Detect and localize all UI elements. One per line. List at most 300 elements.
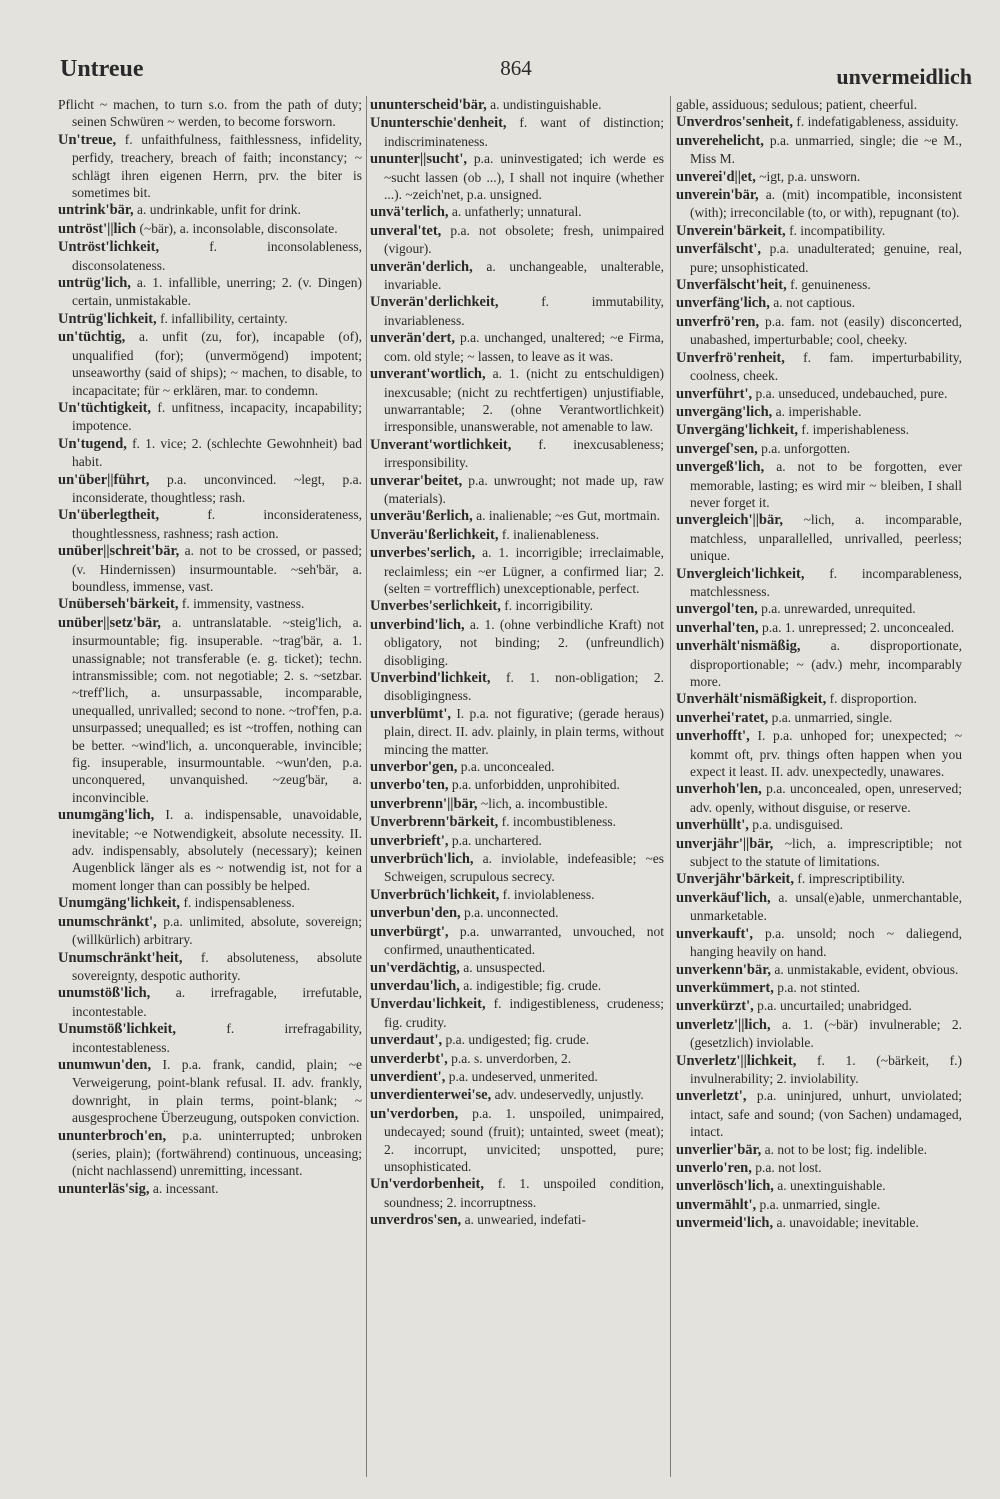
- dictionary-entry: [370, 526, 664, 544]
- entry-definition: p.a. undisguised.: [752, 817, 844, 833]
- entry-definition: a. unavoidable; inevitable.: [776, 1215, 919, 1231]
- entry-headword: unverletzt',: [676, 1088, 747, 1105]
- dictionary-entry: [370, 995, 664, 1031]
- entry-headword: Unverbrüch'lichkeit,: [370, 886, 500, 903]
- entry-headword: unverhal'ten,: [676, 619, 759, 636]
- entry-definition: p.a. not obsolete; fresh, unimpaired (vigour).: [384, 222, 664, 257]
- entry-headword: unverführt',: [676, 385, 753, 402]
- entry-definition: p.a. unwarranted, unvouched, not confirmed, unauthenticated.: [384, 923, 664, 958]
- entry-definition: p.a. unchanged, unaltered; ~e Firma, com. old style; ~ lassen, to leave as it was.: [384, 330, 664, 364]
- entry-headword: unverhält'nismäßig,: [676, 638, 801, 655]
- dictionary-entry: [370, 507, 664, 525]
- dictionary-entry: [58, 399, 362, 435]
- entry-definition: a. incessant.: [152, 1180, 219, 1196]
- entry-definition: adv. undeservedly, unjustly.: [494, 1087, 644, 1103]
- entry-headword: unveräu'ßerlich,: [370, 508, 473, 525]
- entry-definition: p.a. uninterrupted; unbroken (series, plain); (fortwährend) continuous, unceasing; (nicht nachlassend) unremitting, incessant.: [72, 1127, 362, 1179]
- dictionary-entry: [370, 293, 664, 329]
- entry-headword: unverlösch'lich,: [676, 1178, 774, 1195]
- dictionary-entry: [676, 780, 962, 816]
- entry-definition: f. inalienableness.: [501, 526, 599, 542]
- dictionary-entry: [676, 690, 962, 708]
- dictionary-entry: [58, 949, 362, 985]
- dictionary-entry: [370, 150, 664, 203]
- dictionary-entry: [676, 132, 962, 168]
- dictionary-entry: [676, 1196, 962, 1214]
- dictionary-entry: [58, 220, 362, 238]
- entry-headword: unverlo'ren,: [676, 1159, 752, 1176]
- entry-definition: f. incompatibility.: [789, 222, 886, 238]
- entry-headword: unverbun'den,: [370, 905, 461, 922]
- entry-definition: f. inconsiderateness, thoughtlessness, rashness; rash action.: [72, 507, 362, 541]
- entry-definition: p.a. unadulterated; genuine, real, pure; unsophisticated.: [690, 241, 962, 275]
- dictionary-entry: [676, 421, 962, 439]
- entry-definition: f. fam. imperturbability, coolness, cheek.: [690, 349, 962, 384]
- entry-definition: p.a. s. unverdorben, 2.: [451, 1050, 572, 1066]
- entry-headword: unveral'tet,: [370, 222, 442, 239]
- column-1: [58, 96, 362, 1479]
- dictionary-entry: [676, 440, 962, 458]
- entry-headword: unverkürzt',: [676, 998, 754, 1015]
- entry-headword: unverblümt',: [370, 705, 451, 722]
- entry-headword: unverbrüch'lich,: [370, 851, 474, 868]
- entry-headword: unvergol'ten,: [676, 601, 758, 618]
- entry-definition: p.a. not stinted.: [777, 979, 861, 995]
- dictionary-entry: [370, 96, 664, 114]
- dictionary-entry: [370, 616, 664, 669]
- entry-definition: a. not captious.: [773, 295, 855, 311]
- dictionary-entry: [58, 984, 362, 1020]
- entry-headword: unumgäng'lich,: [58, 807, 155, 824]
- entry-definition: a. undrinkable, unfit for drink.: [137, 202, 301, 218]
- dictionary-entry: [676, 1052, 962, 1088]
- dictionary-entry: [370, 1050, 664, 1068]
- column-2: [370, 96, 664, 1479]
- entry-headword: unverän'dert,: [370, 330, 455, 347]
- entry-definition: p.a. unchartered.: [451, 832, 542, 848]
- entry-headword: ununterbroch'en,: [58, 1127, 167, 1144]
- dictionary-entry: [676, 349, 962, 385]
- dictionary-entry: [370, 904, 664, 922]
- dictionary-entry: [676, 816, 962, 834]
- dictionary-entry: [676, 961, 962, 979]
- entry-headword: unumschränkt',: [58, 913, 157, 930]
- dictionary-entry: [370, 923, 664, 959]
- dictionary-entry: [370, 544, 664, 597]
- entry-headword: untröst'||lich: [58, 220, 137, 237]
- entry-headword: Unverbrenn'bärkeit,: [370, 814, 499, 831]
- entry-headword: un'verdorben,: [370, 1105, 459, 1122]
- dictionary-entry: [676, 727, 962, 780]
- entry-headword: Unverant'wortlichkeit,: [370, 436, 512, 453]
- dictionary-entry: [370, 1068, 664, 1086]
- dictionary-entry: [58, 1056, 362, 1127]
- entry-headword: Unumschränkt'heit,: [58, 949, 183, 966]
- dictionary-entry: [58, 595, 362, 613]
- entry-definition: p.a. unconcealed.: [460, 759, 555, 775]
- entry-definition: a. disproportionate, disproportionable; ~ (adv.) mehr, incomparably more.: [690, 638, 962, 689]
- entry-headword: unvä'terlich,: [370, 204, 449, 221]
- entry-headword: unvergeſ'sen,: [676, 440, 758, 457]
- entry-definition: p.a. unsold; noch ~ daliegend, hanging heavily on hand.: [690, 925, 962, 960]
- dictionary-entry: [370, 203, 664, 221]
- entry-headword: unumwun'den,: [58, 1056, 152, 1073]
- column-3: [676, 96, 962, 1479]
- entry-definition: f. imperishableness.: [801, 422, 910, 438]
- entry-definition: a. inviolable, indefeasible; ~es Schweigen, scrupulous secrecy.: [384, 851, 664, 885]
- dictionary-entry: [676, 600, 962, 618]
- entry-headword: unverant'wortlich,: [370, 366, 486, 383]
- dictionary-entry: [676, 1159, 962, 1177]
- dictionary-entry: [58, 435, 362, 471]
- running-header: [60, 48, 972, 88]
- dictionary-entry: [58, 1180, 362, 1198]
- dictionary-entry: [676, 403, 962, 421]
- entry-definition: f. immutability, invariableness.: [384, 294, 664, 328]
- dictionary-entry: [58, 131, 362, 202]
- entry-headword: Unumgäng'lichkeit,: [58, 895, 181, 912]
- entry-headword: Unverletz'||lichkeit,: [676, 1052, 797, 1069]
- dictionary-entry: [676, 979, 962, 997]
- entry-definition: f. genuineness.: [790, 277, 871, 293]
- dictionary-entry: [370, 1031, 664, 1049]
- entry-definition: f. incorrigibility.: [504, 598, 593, 614]
- entry-headword: unüber||schreit'bär,: [58, 543, 180, 560]
- entry-headword: unverderbt',: [370, 1050, 448, 1067]
- entry-headword: Unveräu'ßerlichkeit,: [370, 526, 499, 543]
- entry-headword: unverei'd||et,: [676, 168, 756, 185]
- entry-headword: unverkümmert,: [676, 979, 774, 996]
- entry-definition: I. p.a. unhoped for; unexpected; ~ kommt oft, prv. things often happen when you expect it least. II. adv. unexpectedly, unawares.: [690, 728, 962, 780]
- entry-headword: ununter||sucht',: [370, 151, 468, 168]
- entry-headword: Un'tüchtigkeit,: [58, 399, 152, 416]
- entry-definition: a. unextinguishable.: [777, 1178, 886, 1194]
- dictionary-entry: [676, 1141, 962, 1159]
- entry-headword: Untrüg'lichkeit,: [58, 310, 157, 327]
- entry-headword: ununterläs'sig,: [58, 1180, 150, 1197]
- entry-headword: unvermeid'lich,: [676, 1215, 774, 1232]
- entry-definition: f. want of distinction; indiscriminateness.: [384, 115, 664, 149]
- dictionary-entry: [58, 274, 362, 310]
- entry-headword: unvermählt',: [676, 1196, 757, 1213]
- dictionary-entry: [676, 889, 962, 925]
- entry-definition: p.a. unconvinced. ~legt, p.a. inconsiderate, thoughtless; rash.: [72, 471, 362, 505]
- entry-headword: Unverfälscht'heit,: [676, 277, 787, 294]
- entry-headword: unverkauft',: [676, 925, 753, 942]
- entry-headword: unverbind'lich,: [370, 616, 465, 633]
- entry-definition: f. inexcusableness; irresponsibility.: [384, 436, 664, 471]
- dictionary-entry: [370, 959, 664, 977]
- entry-definition: p.a. uninvestigated; ich werde es ~sucht lassen (ob ...), I shall not inquire (whether ...). ~zeich'net, p.a. unsigned.: [384, 151, 664, 203]
- dictionary-entry: [370, 776, 664, 794]
- entry-definition: p.a. unforgotten.: [761, 440, 851, 456]
- dictionary-entry: [370, 669, 664, 705]
- header-left-catchword: Untreue: [60, 56, 144, 82]
- entry-definition: p.a. unrewarded, unrequited.: [761, 601, 916, 617]
- dictionary-entry: [676, 997, 962, 1015]
- dictionary-entry: [676, 458, 962, 511]
- entry-definition: I. p.a. not figurative; (gerade heraus) plain, direct. II. adv. plainly, in plain terms, without mincing the matter.: [384, 705, 664, 757]
- entry-headword: Unverdros'senheit,: [676, 114, 793, 131]
- entry-headword: Ununterschie'denheit,: [370, 115, 507, 132]
- entry-definition: ~lich, a. incomparable, matchless, unparallelled, unrivalled, peerless; unique.: [690, 512, 962, 564]
- dictionary-entry: [676, 565, 962, 601]
- entry-headword: unverlier'bär,: [676, 1141, 762, 1158]
- entry-definition: p.a. 1. unspoiled, unimpaired, undecayed; sound (fruit); untainted, sweet (meat); 2. incorrupt, unvicited; unspotted, pure; unsophisticated.: [384, 1105, 664, 1174]
- entry-definition: f. unfaithfulness, faithlessness, infidelity, perfidy, treachery, breach of faith; inconstancy; ~ schlägt ihren eigenen Herrn, prv. the biter is sometimes bit.: [72, 131, 362, 201]
- column-rule-2: [670, 96, 671, 1477]
- dictionary-entry: [370, 436, 664, 472]
- entry-headword: unverbrieft',: [370, 832, 449, 849]
- entry-definition: f. 1. (~bärkeit, f.) invulnerability; 2. inviolability.: [690, 1052, 962, 1086]
- entry-headword: Un'treue,: [58, 131, 117, 148]
- entry-definition: f. 1. unspoiled condition, soundness; 2. incorruptness.: [384, 1176, 664, 1210]
- header-right-catchword: unvermeidlich: [836, 64, 972, 89]
- entry-definition: a. undistinguishable.: [490, 97, 602, 112]
- entry-headword: unverfäng'lich,: [676, 295, 770, 312]
- dictionary-entry: [370, 597, 664, 615]
- dictionary-entry: [370, 1211, 664, 1229]
- entry-headword: unverfälscht',: [676, 241, 761, 258]
- dictionary-entry: [370, 977, 664, 995]
- dictionary-entry: [370, 258, 664, 294]
- dictionary-entry: [676, 1177, 962, 1195]
- entry-definition: p.a. undeserved, unmerited.: [448, 1068, 598, 1084]
- entry-definition: f. 1. non-obligation; 2. disobligingness.: [384, 670, 664, 704]
- dictionary-entry: [676, 313, 962, 349]
- entry-headword: Unverän'derlichkeit,: [370, 294, 499, 311]
- entry-definition: f. disproportion.: [829, 691, 917, 707]
- dictionary-entry: [58, 894, 362, 912]
- dictionary-entry: [58, 913, 362, 949]
- entry-definition: p.a. unforbidden, unprohibited.: [451, 777, 620, 793]
- entry-headword: Untröst'lichkeit,: [58, 239, 160, 256]
- entry-headword: Unumstöß'lichkeit,: [58, 1021, 177, 1038]
- dictionary-entry: [58, 328, 362, 399]
- entry-headword: unüber||setz'bär,: [58, 614, 161, 631]
- dictionary-entry: [370, 365, 664, 436]
- entry-definition: a. unfit (zu, for), incapable (of), unqualified (for); (unvermögend) impotent; unseaworthy (said of ships); ~ machen, to disable, to incapacitate; für ~ erklären, mar. to condemn.: [72, 329, 362, 398]
- dictionary-entry: [58, 201, 362, 219]
- entry-headword: Un'verdorbenheit,: [370, 1176, 484, 1193]
- entry-headword: unverdaut',: [370, 1032, 443, 1049]
- dictionary-entry: [676, 709, 962, 727]
- entry-definition: a. unfatherly; unnatural.: [451, 204, 582, 220]
- dictionary-entry: [370, 329, 664, 365]
- entry-definition: f. incombustibleness.: [501, 814, 616, 830]
- dictionary-entry: [676, 294, 962, 312]
- dictionary-entry: [676, 385, 962, 403]
- entry-definition: p.a. fam. not (easily) disconcerted, unabashed, imperturbable; cool, cheeky.: [690, 313, 962, 348]
- entry-definition: p.a. unmarried, single.: [759, 1196, 881, 1212]
- entry-definition: a. not to be crossed, or passed; (v. Hindernissen) insurmountable. ~seh'bär, a. boundless, immense, vast.: [72, 543, 362, 594]
- entry-definition: a. unwearied, indefati-: [464, 1212, 587, 1228]
- entry-definition: a. (mit) incompatible, inconsistent (with); irreconcilable (to, or with), repugnant (to).: [690, 187, 962, 221]
- dictionary-entry: [676, 619, 962, 637]
- dictionary-entry: [676, 511, 962, 564]
- dictionary-entry: [676, 96, 962, 113]
- entry-definition: f. inviolableness.: [502, 886, 595, 902]
- dictionary-entry: [676, 835, 962, 871]
- entry-definition: p.a. uncurtailed; unabridged.: [757, 998, 912, 1014]
- entry-definition: (~bär), a. inconsolable, disconsolate.: [139, 220, 338, 236]
- entry-definition: p.a. unlimited, absolute, sovereign; (willkürlich) arbitrary.: [72, 913, 362, 948]
- entry-definition: p.a. unconcealed, open, unreserved; adv. openly, without disguise, or reserve.: [690, 781, 962, 815]
- dictionary-entry: [370, 1175, 664, 1211]
- entry-headword: Unverbes'serlichkeit,: [370, 598, 501, 615]
- entry-headword: Unvergleich'lichkeit,: [676, 565, 805, 582]
- entry-headword: unverhofft',: [676, 728, 750, 745]
- entry-headword: un'über||führt,: [58, 471, 150, 488]
- dictionary-entry: [370, 472, 664, 508]
- entry-definition: f. inconsolableness, disconsolateness.: [72, 239, 362, 273]
- entry-definition: a. irrefragable, irrefutable, incontestable.: [72, 985, 362, 1019]
- entry-headword: unverbo'ten,: [370, 777, 449, 794]
- dictionary-entry: [370, 1105, 664, 1176]
- dictionary-entry: [676, 1214, 962, 1232]
- entry-headword: unverkäuf'lich,: [676, 889, 771, 906]
- entry-definition: a. imperishable.: [775, 403, 862, 419]
- entry-headword: untrink'bär,: [58, 202, 134, 219]
- entry-headword: unverehelicht,: [676, 132, 764, 149]
- entry-definition: p.a. unmarried, single.: [771, 709, 893, 725]
- entry-definition: a. indigestible; fig. crude.: [463, 977, 602, 993]
- entry-headword: Unvergäng'lichkeit,: [676, 422, 799, 439]
- entry-headword: Unverbind'lichkeit,: [370, 670, 491, 686]
- entry-headword: unverletz'||lich,: [676, 1016, 771, 1033]
- entry-headword: unverän'derlich,: [370, 258, 473, 275]
- entry-headword: unumstöß'lich,: [58, 985, 151, 1002]
- entry-definition: a. unchangeable, unalterable, invariable.: [384, 258, 664, 293]
- entry-definition: f. immensity, vastness.: [181, 596, 305, 612]
- dictionary-entry: [676, 1087, 962, 1140]
- entry-headword: unverbes'serlich,: [370, 545, 476, 562]
- entry-definition: I. p.a. frank, candid, plain; ~e Verweigerung, point-blank refusal. II. adv. frankly, downright, in plain terms, point-blank; ~ ausgesprochene Überzeugung, outspoken conviction.: [72, 1056, 362, 1126]
- entry-headword: Unüberseh'bärkeit,: [58, 596, 179, 613]
- entry-headword: Unverfrö'renheit,: [676, 349, 785, 366]
- entry-headword: unverbürgt',: [370, 923, 449, 940]
- entry-headword: Un'tugend,: [58, 435, 127, 452]
- dictionary-entry: [370, 222, 664, 258]
- entry-headword: un'verdächtig,: [370, 959, 460, 976]
- entry-definition: a. 1. (ohne verbindliche Kraft) not obligatory, not binding; 2. (unfreundlich) disobliging.: [384, 616, 664, 668]
- entry-headword: unverhüllt',: [676, 817, 749, 834]
- column-rule-1: [366, 96, 367, 1477]
- dictionary-entry: [58, 310, 362, 328]
- dictionary-entry: [58, 96, 362, 131]
- entry-headword: unverein'bär,: [676, 187, 759, 204]
- entry-headword: unverkenn'bär,: [676, 961, 771, 978]
- entry-definition: f. infallibility, certainty.: [160, 310, 288, 326]
- dictionary-entry: [58, 806, 362, 894]
- entry-headword: unverbrenn'||bär,: [370, 795, 478, 812]
- entry-definition: Pflicht ~ machen, to turn s.o. from the path of duty; seinen Schwüren ~ werden, to become forsworn.: [58, 97, 362, 130]
- entry-definition: p.a. 1. unrepressed; 2. unconcealed.: [761, 619, 955, 635]
- entry-definition: a. unsal(e)able, unmerchantable, unmarketable.: [690, 889, 962, 924]
- entry-headword: unverdau'lich,: [370, 977, 460, 994]
- entry-headword: Unverjähr'bärkeit,: [676, 871, 794, 888]
- entry-definition: a. 1. (nicht zu entschuldigen) inexcusable; (nicht zu rechtfertigen) unjustifiable, unwarrantable; 2. (ohne Verantwortlichkeit) irresponsible, unanswerable, not amenable to law.: [384, 366, 664, 435]
- entry-definition: p.a. uninjured, unhurt, unviolated; intact, safe and sound; (von Sachen) undamaged, intact.: [690, 1088, 962, 1140]
- entry-headword: unverdros'sen,: [370, 1212, 462, 1229]
- dictionary-entry: [370, 795, 664, 813]
- entry-headword: unverfrö'ren,: [676, 313, 760, 330]
- dictionary-entry: [58, 471, 362, 507]
- dictionary-entry: [370, 850, 664, 886]
- dictionary-entry: [58, 542, 362, 595]
- dictionary-entry: [676, 113, 962, 131]
- dictionary-entry: [370, 114, 664, 150]
- entry-definition: a. untranslatable. ~steig'lich, a. insurmountable; fig. insuperable. ~trag'bär, a. 1. unassignable; not transferable (e. g. ticket); techn. intransmissible; com. not negotiable; 2. s. ~setzbar. ~treff'lich, a. unsurpassable, incomparable, unequalled, unrivalled; second to none. ~trof'fen, p.a. unsurpassed; unequalled; es ist ~troffen, nothing can be better. ~wind'lich, a. unconquerable, invincible; fig. insuperable, insurmountable. ~wun'den, p.a. unconquered, unvanquished. ~zeug'bär, a. inconvincible.: [72, 614, 362, 805]
- dictionary-entry: [370, 832, 664, 850]
- entry-definition: I. a. indispensable, unavoidable, inevitable; ~e Notwendigkeit, absolute necessity. II. adv. indispensably, absolutely (necessary); keinen Augenblick länger als es ~ notwendig ist, not for a moment longer than can possibly be helped.: [72, 807, 362, 893]
- dictionary-entry: [58, 1020, 362, 1056]
- entry-definition: f. indefatigableness, assiduity.: [796, 114, 959, 130]
- entry-headword: Unverhält'nismäßigkeit,: [676, 691, 827, 708]
- entry-headword: Un'überlegtheit,: [58, 507, 160, 524]
- entry-definition: ~igt, p.a. unsworn.: [759, 168, 861, 184]
- entry-definition: a. 1. incorrigible; irreclaimable, reclaimless; ein ~er Lügner, a confirmed liar; 2. (selten = vortrefflich) unexceptionable, perfect.: [384, 545, 664, 596]
- entry-definition: a. unsuspected.: [463, 959, 546, 975]
- entry-definition: f. indigestibleness, crudeness; fig. crudity.: [384, 996, 664, 1030]
- entry-headword: unverbor'gen,: [370, 759, 458, 776]
- dictionary-entry: [58, 1127, 362, 1180]
- entry-definition: f. indispensableness.: [183, 895, 295, 911]
- dictionary-entry: [676, 925, 962, 961]
- entry-definition: a. 1. (~bär) invulnerable; 2. (gesetzlich) inviolable.: [690, 1016, 962, 1051]
- dictionary-entry: [676, 637, 962, 690]
- dictionary-entry: [676, 168, 962, 186]
- dictionary-entry: [58, 614, 362, 806]
- dictionary-entry: [676, 1016, 962, 1052]
- entry-headword: Unverein'bärkeit,: [676, 222, 786, 239]
- entry-headword: un'tüchtig,: [58, 329, 126, 346]
- entry-definition: p.a. unseduced, undebauched, pure.: [755, 385, 948, 401]
- entry-definition: ~lich, a. imprescriptible; not subject to the statute of limitations.: [690, 835, 962, 870]
- dictionary-entry: [676, 222, 962, 240]
- entry-definition: f. irrefragability, incontestableness.: [72, 1021, 362, 1055]
- entry-definition: a. unmistakable, evident, obvious.: [774, 961, 959, 977]
- entry-definition: f. 1. vice; 2. (schlechte Gewohnheit) bad habit.: [72, 435, 362, 470]
- entry-headword: unverjähr'||bär,: [676, 835, 774, 852]
- entry-definition: a. not to be forgotten, ever memorable, lasting; es wird mir ~ bleiben, I shall never forget it.: [690, 459, 962, 510]
- dictionary-entry: [370, 1086, 664, 1104]
- entry-headword: unvergäng'lich,: [676, 403, 773, 420]
- dictionary-entry: [370, 886, 664, 904]
- dictionary-entry: [676, 240, 962, 276]
- entry-headword: unverdienterwei'se,: [370, 1087, 492, 1104]
- dictionary-entry: [370, 705, 664, 758]
- dictionary-entry: [58, 506, 362, 542]
- dictionary-entry: [370, 813, 664, 831]
- entry-headword: unverdient',: [370, 1068, 446, 1085]
- entry-definition: p.a. not lost.: [755, 1159, 822, 1175]
- entry-headword: unverar'beitet,: [370, 472, 463, 489]
- entry-definition: gable, assiduous; sedulous; patient, cheerful.: [676, 97, 918, 112]
- entry-headword: unvergleich'||bär,: [676, 512, 783, 529]
- entry-definition: p.a. unwrought; not made up, raw (materials).: [384, 472, 664, 506]
- entry-headword: unverhoh'len,: [676, 781, 762, 798]
- entry-headword: ununterscheid'bär,: [370, 97, 487, 113]
- entry-definition: p.a. undigested; fig. crude.: [445, 1032, 590, 1048]
- entry-definition: f. unfitness, incapacity, incapability; impotence.: [72, 399, 362, 434]
- entry-definition: a. inalienable; ~es Gut, mortmain.: [476, 508, 660, 524]
- dictionary-entry: [676, 186, 962, 222]
- page-number: 864: [500, 56, 532, 80]
- dictionary-entry: [58, 238, 362, 274]
- entry-definition: f. imprescriptibility.: [797, 871, 905, 887]
- dictionary-entry: [676, 276, 962, 294]
